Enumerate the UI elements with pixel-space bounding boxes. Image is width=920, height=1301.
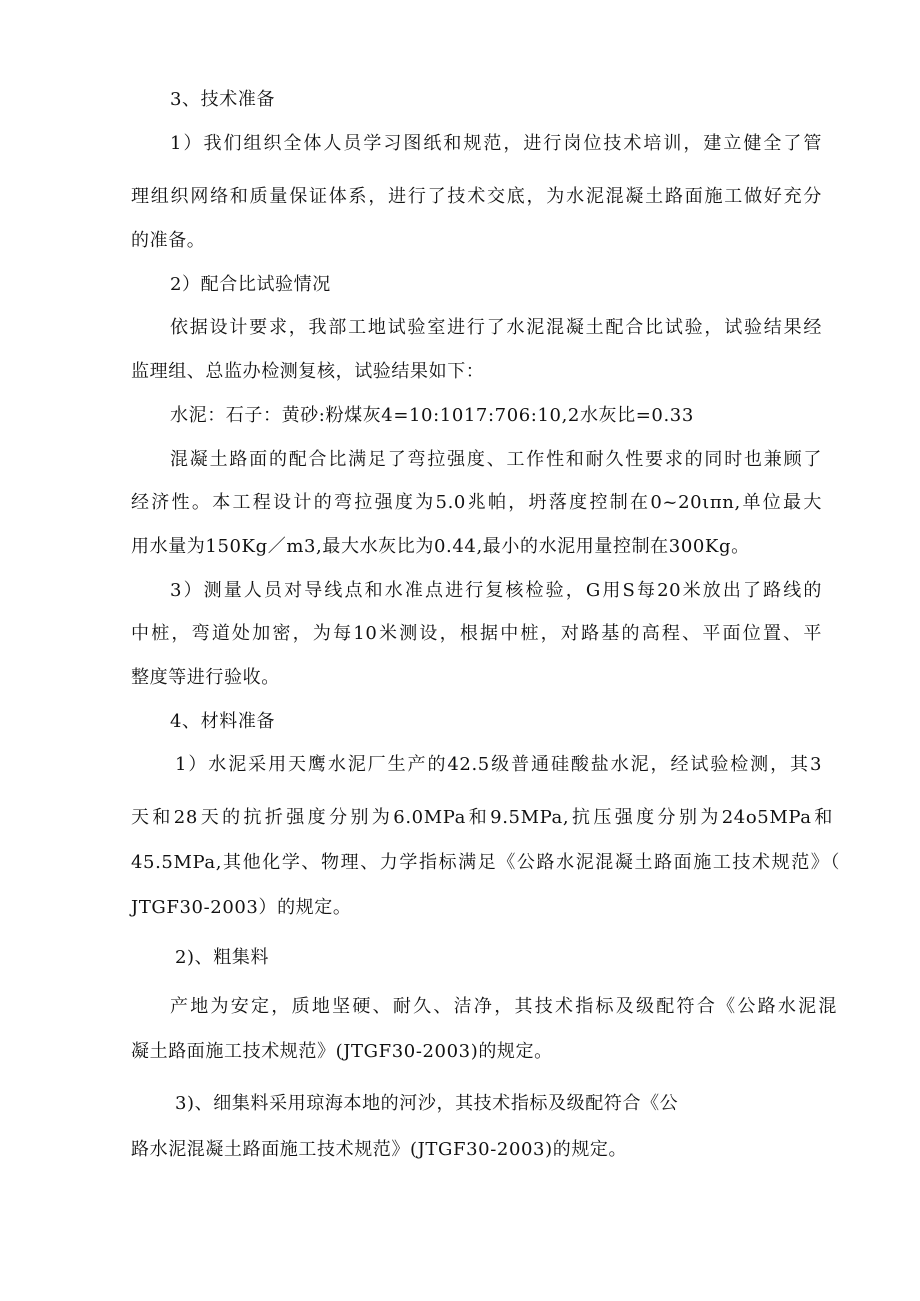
section-heading-material-preparation: 4、材料准备 <box>170 711 276 732</box>
paragraph-line: JTGF30-2003）的规定。 <box>131 897 352 918</box>
paragraph-line: 凝土路面施工技术规范》(JTGF30-2003)的规定。 <box>131 1041 553 1062</box>
paragraph-line: 路水泥混凝土路面施工技术规范》(JTGF30-2003)的规定。 <box>131 1139 628 1160</box>
mix-ratio-formula: 水泥：石子：黄砂:粉煤灰4=10:1017:706:10,2水灰比=0.33 <box>170 405 694 426</box>
paragraph-line: 经济性。本工程设计的弯拉强度为5.0兆帕，坍落度控制在0~20ιπn,单位最大 <box>131 492 822 513</box>
paragraph-line: 1）我们组织全体人员学习图纸和规范，进行岗位技术培训，建立健全了管 <box>170 133 822 154</box>
paragraph-line: 中桩，弯道处加密，为每10米测设，根据中桩，对路基的高程、平面位置、平 <box>131 623 822 644</box>
paragraph-line: 45.5MPa,其他化学、物理、力学指标满足《公路水泥混凝土路面施工技术规范》（ <box>131 852 840 873</box>
paragraph-line: 的准备。 <box>131 230 206 251</box>
paragraph-line: 理组织网络和质量保证体系，进行了技术交底，为水泥混凝土路面施工做好充分 <box>131 186 822 207</box>
section-heading-technical-preparation: 3、技术准备 <box>170 89 276 110</box>
paragraph-line: 监理组、总监办检测复核，试验结果如下： <box>131 361 485 382</box>
paragraph-line: 产地为安定，质地坚硬、耐久、洁净，其技术指标及级配符合《公路水泥混 <box>170 996 837 1017</box>
paragraph-line: 混凝土路面的配合比满足了弯拉强度、工作性和耐久性要求的同时也兼顾了 <box>170 449 822 470</box>
subheading-coarse-aggregate: 2)、粗集料 <box>175 947 270 968</box>
paragraph-line: 1）水泥采用天鹰水泥厂生产的42.5级普通硅酸盐水泥，经试验检测，其3 <box>175 754 822 775</box>
subheading-mix-ratio: 2）配合比试验情况 <box>170 274 331 295</box>
paragraph-line: 3）测量人员对导线点和水准点进行复核检验，G用S每20米放出了路线的 <box>170 580 822 601</box>
paragraph-line: 3)、细集料采用琼海本地的河沙，其技术指标及级配符合《公 <box>175 1093 679 1114</box>
paragraph-line: 天和28天的抗折强度分别为6.0MPa和9.5MPa,抗压强度分别为24o5MPa和 <box>131 807 833 828</box>
paragraph-line: 整度等进行验收。 <box>131 667 280 688</box>
paragraph-line: 依据设计要求，我部工地试验室进行了水泥混凝土配合比试验，试验结果经 <box>170 317 822 338</box>
paragraph-line: 用水量为150Kg／m3,最大水灰比为0.44,最小的水泥用量控制在300Kg。 <box>131 536 750 557</box>
